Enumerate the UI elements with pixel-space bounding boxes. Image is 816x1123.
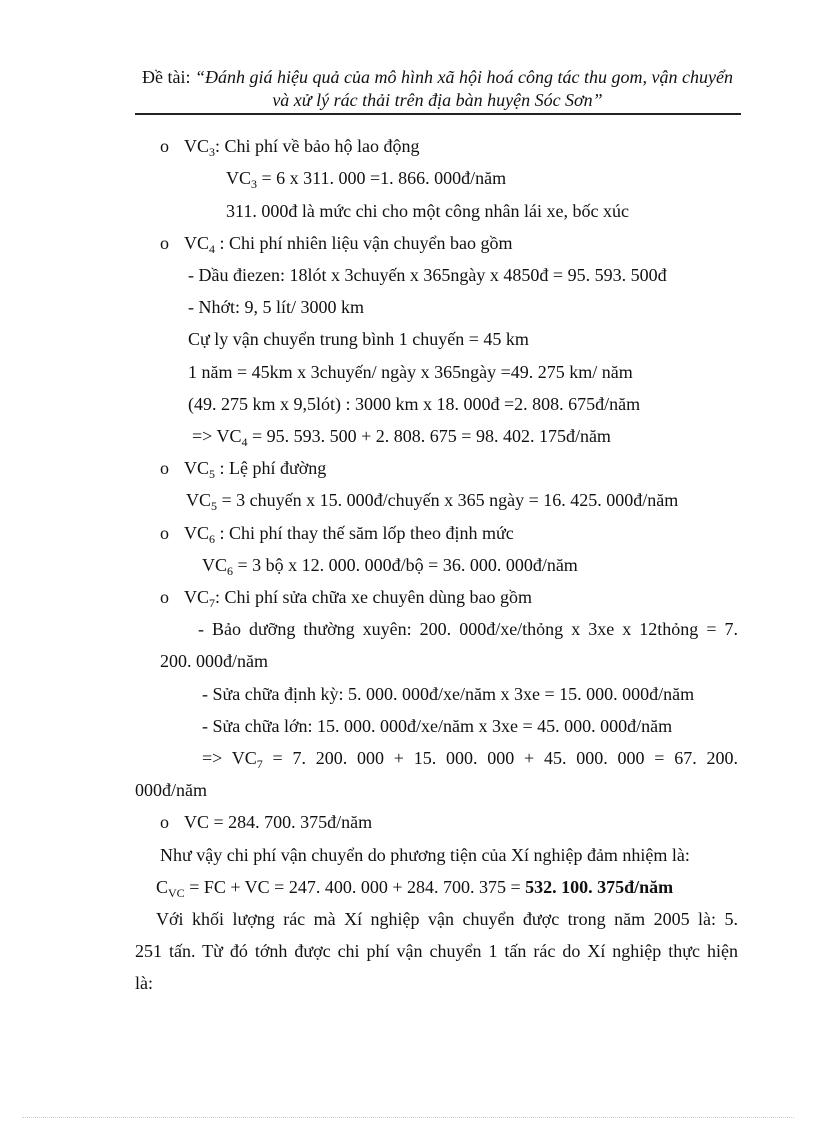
header-label: Đề tài:	[142, 67, 196, 87]
cvc-formula: $C_{VC}$ = FC + VC = 247. 400. 000 + 284. 700. 375 = 532. 100. 375đ/năm	[156, 877, 674, 900]
vc4-oil-cost: (49. 275 km x 9,5lót) : 3000 km x 18. 000đ =2. 808. 675đ/năm	[188, 394, 641, 414]
page-header	[135, 66, 740, 112]
vc7-major: - Sửa chữa lớn: 15. 000. 000đ/xe/năm x 3xe = 45. 000. 000đ/năm	[202, 716, 673, 736]
vc6-formula: $VC_6 = 3$ bộ x 12. 000. 000đ/bộ = 36. 000. 000đ/năm	[202, 555, 578, 578]
vc4-oil: - Nhớt: 9, 5 lít/ 3000 km	[188, 297, 365, 317]
vc7-total-line2: 000đ/năm	[135, 780, 207, 800]
bullet-icon: o	[160, 136, 169, 156]
paragraph-line1: Với khối lượng rác mà Xí nghiệp vận chuyển được trong năm 2005 là: 5.	[156, 909, 738, 929]
cvc-result: 532. 100. 375đ/năm	[525, 877, 674, 897]
paragraph-line2: 251 tấn. Từ đó tớnh được chi phí vận chuyển 1 tấn rác do Xí nghiệp thực hiện	[135, 941, 738, 961]
vc6-item: o $VC_6$ : Chi phí thay thế săm lốp theo định mức	[160, 523, 514, 546]
vc4-total: => $VC_4 = 95$. 593. 500 + 2. 808. 675 = 98. 402. 175đ/năm	[192, 426, 611, 449]
vc7-maintenance-line1: - Bảo dưỡng thường xuyên: 200. 000đ/xe/thỏng x 3xe x 12thỏng = 7.	[198, 619, 738, 639]
vc7-item: o $VC_7$: Chi phí sửa chữa xe chuyên dùng bao gồm	[160, 587, 532, 610]
paragraph-line3: là:	[135, 973, 153, 993]
bullet-icon: o	[160, 812, 169, 832]
vc-total-item: o VC = 284. 700. 375đ/năm	[160, 812, 373, 832]
vc5-formula: $VC_5 = 3$ chuyến x 15. 000đ/chuyến x 365 ngày = 16. 425. 000đ/năm	[186, 490, 679, 513]
vc7-maintenance-line2: 200. 000đ/năm	[160, 651, 268, 671]
bullet-icon: o	[160, 587, 169, 607]
bullet-icon: o	[160, 233, 169, 253]
bullet-icon: o	[160, 523, 169, 543]
vc5-item: o $VC_5$ : Lệ phí đường	[160, 458, 327, 481]
vc4-diesel: - Dầu điezen: 18lót x 3chuyến x 365ngày x 4850đ = 95. 593. 500đ	[188, 265, 667, 285]
bullet-icon: o	[160, 458, 169, 478]
vc4-yearly-km: 1 năm = 45km x 3chuyến/ ngày x 365ngày =49. 275 km/ năm	[188, 362, 633, 382]
header-rule	[135, 113, 741, 115]
vc3-note: 311. 000đ là mức chi cho một công nhân lái xe, bốc xúc	[226, 201, 629, 221]
header-title: “Đánh giá hiệu quả của mô hình xã hội hoá công tác thu gom, vận chuyển và xử lý rác thải trên địa bàn huyện Sóc Sơn”	[195, 67, 733, 110]
vc3-item: o $VC_3$: Chi phí về bảo hộ lao động	[160, 136, 420, 159]
vc4-distance: Cự ly vận chuyển trung bình 1 chuyến = 45 km	[188, 329, 529, 349]
vc7-periodic: - Sửa chữa định kỳ: 5. 000. 000đ/xe/năm x 3xe = 15. 000. 000đ/năm	[202, 684, 695, 704]
vc4-item: o $VC_4$ : Chi phí nhiên liệu vận chuyển bao gồm	[160, 233, 513, 256]
vc7-total-line1: => $VC_7 = 7$. 200. 000 + 15. 000. 000 + 45. 000. 000 = 67. 200.	[202, 748, 739, 771]
summary-sentence: Như vậy chi phí vận chuyển do phương tiện của Xí nghiệp đảm nhiệm là:	[160, 845, 690, 865]
vc3-formula: $VC_3 = 6$ x 311. 000 =1. 866. 000đ/năm	[226, 168, 507, 191]
page-bottom-border	[22, 1117, 794, 1118]
